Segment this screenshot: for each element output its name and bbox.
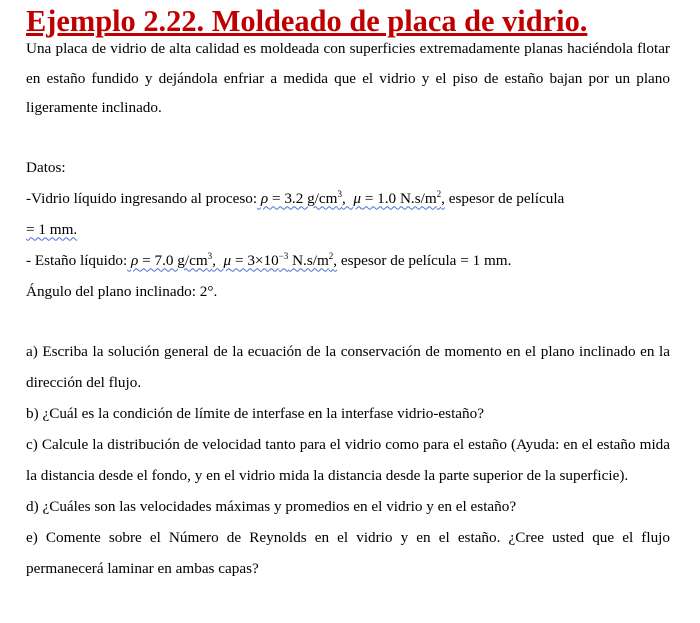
estano-mu-value: = 3×10 bbox=[231, 251, 279, 269]
question-c: c) Calcule la distribución de velocidad tanto para el vidrio como para el estaño (Ayuda: en el estaño mida la distancia desde el fondo, y en el vidrio mida la distancia desde la parte superior de la superficie). bbox=[26, 435, 670, 484]
estano-properties: ρ = 7.0 $g/cm^3$, $\mu = 3\times 10^{-3}$ $N.s/m^2$, bbox=[131, 250, 338, 269]
vidrio-rho-value: = 3.2 g/cm bbox=[268, 189, 338, 207]
vidrio-properties: ρ = 3.2 $g/cm^3$, μ = 1.0 $N.s/m^2$, bbox=[260, 188, 445, 207]
paragraph-gap bbox=[26, 123, 670, 152]
vidrio-rho-symbol: ρ bbox=[260, 189, 269, 207]
vidrio-mu-symbol: μ bbox=[353, 189, 361, 207]
datos-heading: Datos: bbox=[26, 158, 66, 176]
question-a: a) Escriba la solución general de la ecuación de la conservación de momento en el plano inclinado en la dirección del flujo. bbox=[26, 342, 670, 391]
vidrio-data-line bbox=[26, 183, 670, 214]
estano-mu-symbol: μ bbox=[223, 251, 232, 269]
estano-prefix: - Estaño líquido: bbox=[26, 251, 128, 269]
estano-mu-unit: N.s/m bbox=[288, 251, 329, 269]
vidrio-mu-exponent: 2 bbox=[436, 188, 442, 199]
question-d: d) ¿Cuáles son las velocidades máximas y promedios en el vidrio y en el estaño? bbox=[26, 497, 517, 515]
estano-rho-symbol: ρ bbox=[131, 251, 139, 269]
vidrio-thickness: = 1 mm. bbox=[26, 220, 78, 238]
estano-rho-exponent: 3 bbox=[207, 250, 213, 261]
question-b: b) ¿Cuál es la condición de límite de interfase en la interfase vidrio-estaño? bbox=[26, 404, 484, 422]
vidrio-rho-exponent: 3 bbox=[337, 188, 342, 199]
question-e: e) Comente sobre el Número de Reynolds en el vidrio y en el estaño. ¿Cree usted que el flujo permanecerá laminar en ambas capas? bbox=[26, 528, 670, 577]
vidrio-mu-value: = 1.0 N.s/m bbox=[361, 189, 437, 207]
estano-suffix: espesor de película = 1 mm. bbox=[337, 251, 512, 269]
estano-mu-unit-exponent: 2 bbox=[328, 250, 334, 261]
intro-paragraph: Una placa de vidrio de alta calidad es moldeada con superficies extremadamente planas haciéndola flotar en estaño fundido y dejándola enfriar a medida que el vidrio y el piso de estaño bajan por un plano ligeramente inclinado. bbox=[26, 40, 670, 116]
vidrio-suffix: espesor de película bbox=[444, 189, 565, 207]
vidrio-prefix: -Vidrio líquido ingresando al proceso: bbox=[26, 189, 258, 207]
vidrio-data-line-2 bbox=[26, 214, 670, 245]
paragraph-gap-2 bbox=[26, 307, 670, 336]
estano-data-line bbox=[26, 245, 670, 276]
estano-rho-value: = 7.0 g/cm bbox=[138, 251, 208, 269]
example-title: Ejemplo 2.22. Moldeado de placa de vidrio. bbox=[26, 4, 588, 38]
estano-mu-exponent: −3 bbox=[278, 250, 289, 261]
angle-line: Ángulo del plano inclinado: 2°. bbox=[26, 282, 218, 300]
